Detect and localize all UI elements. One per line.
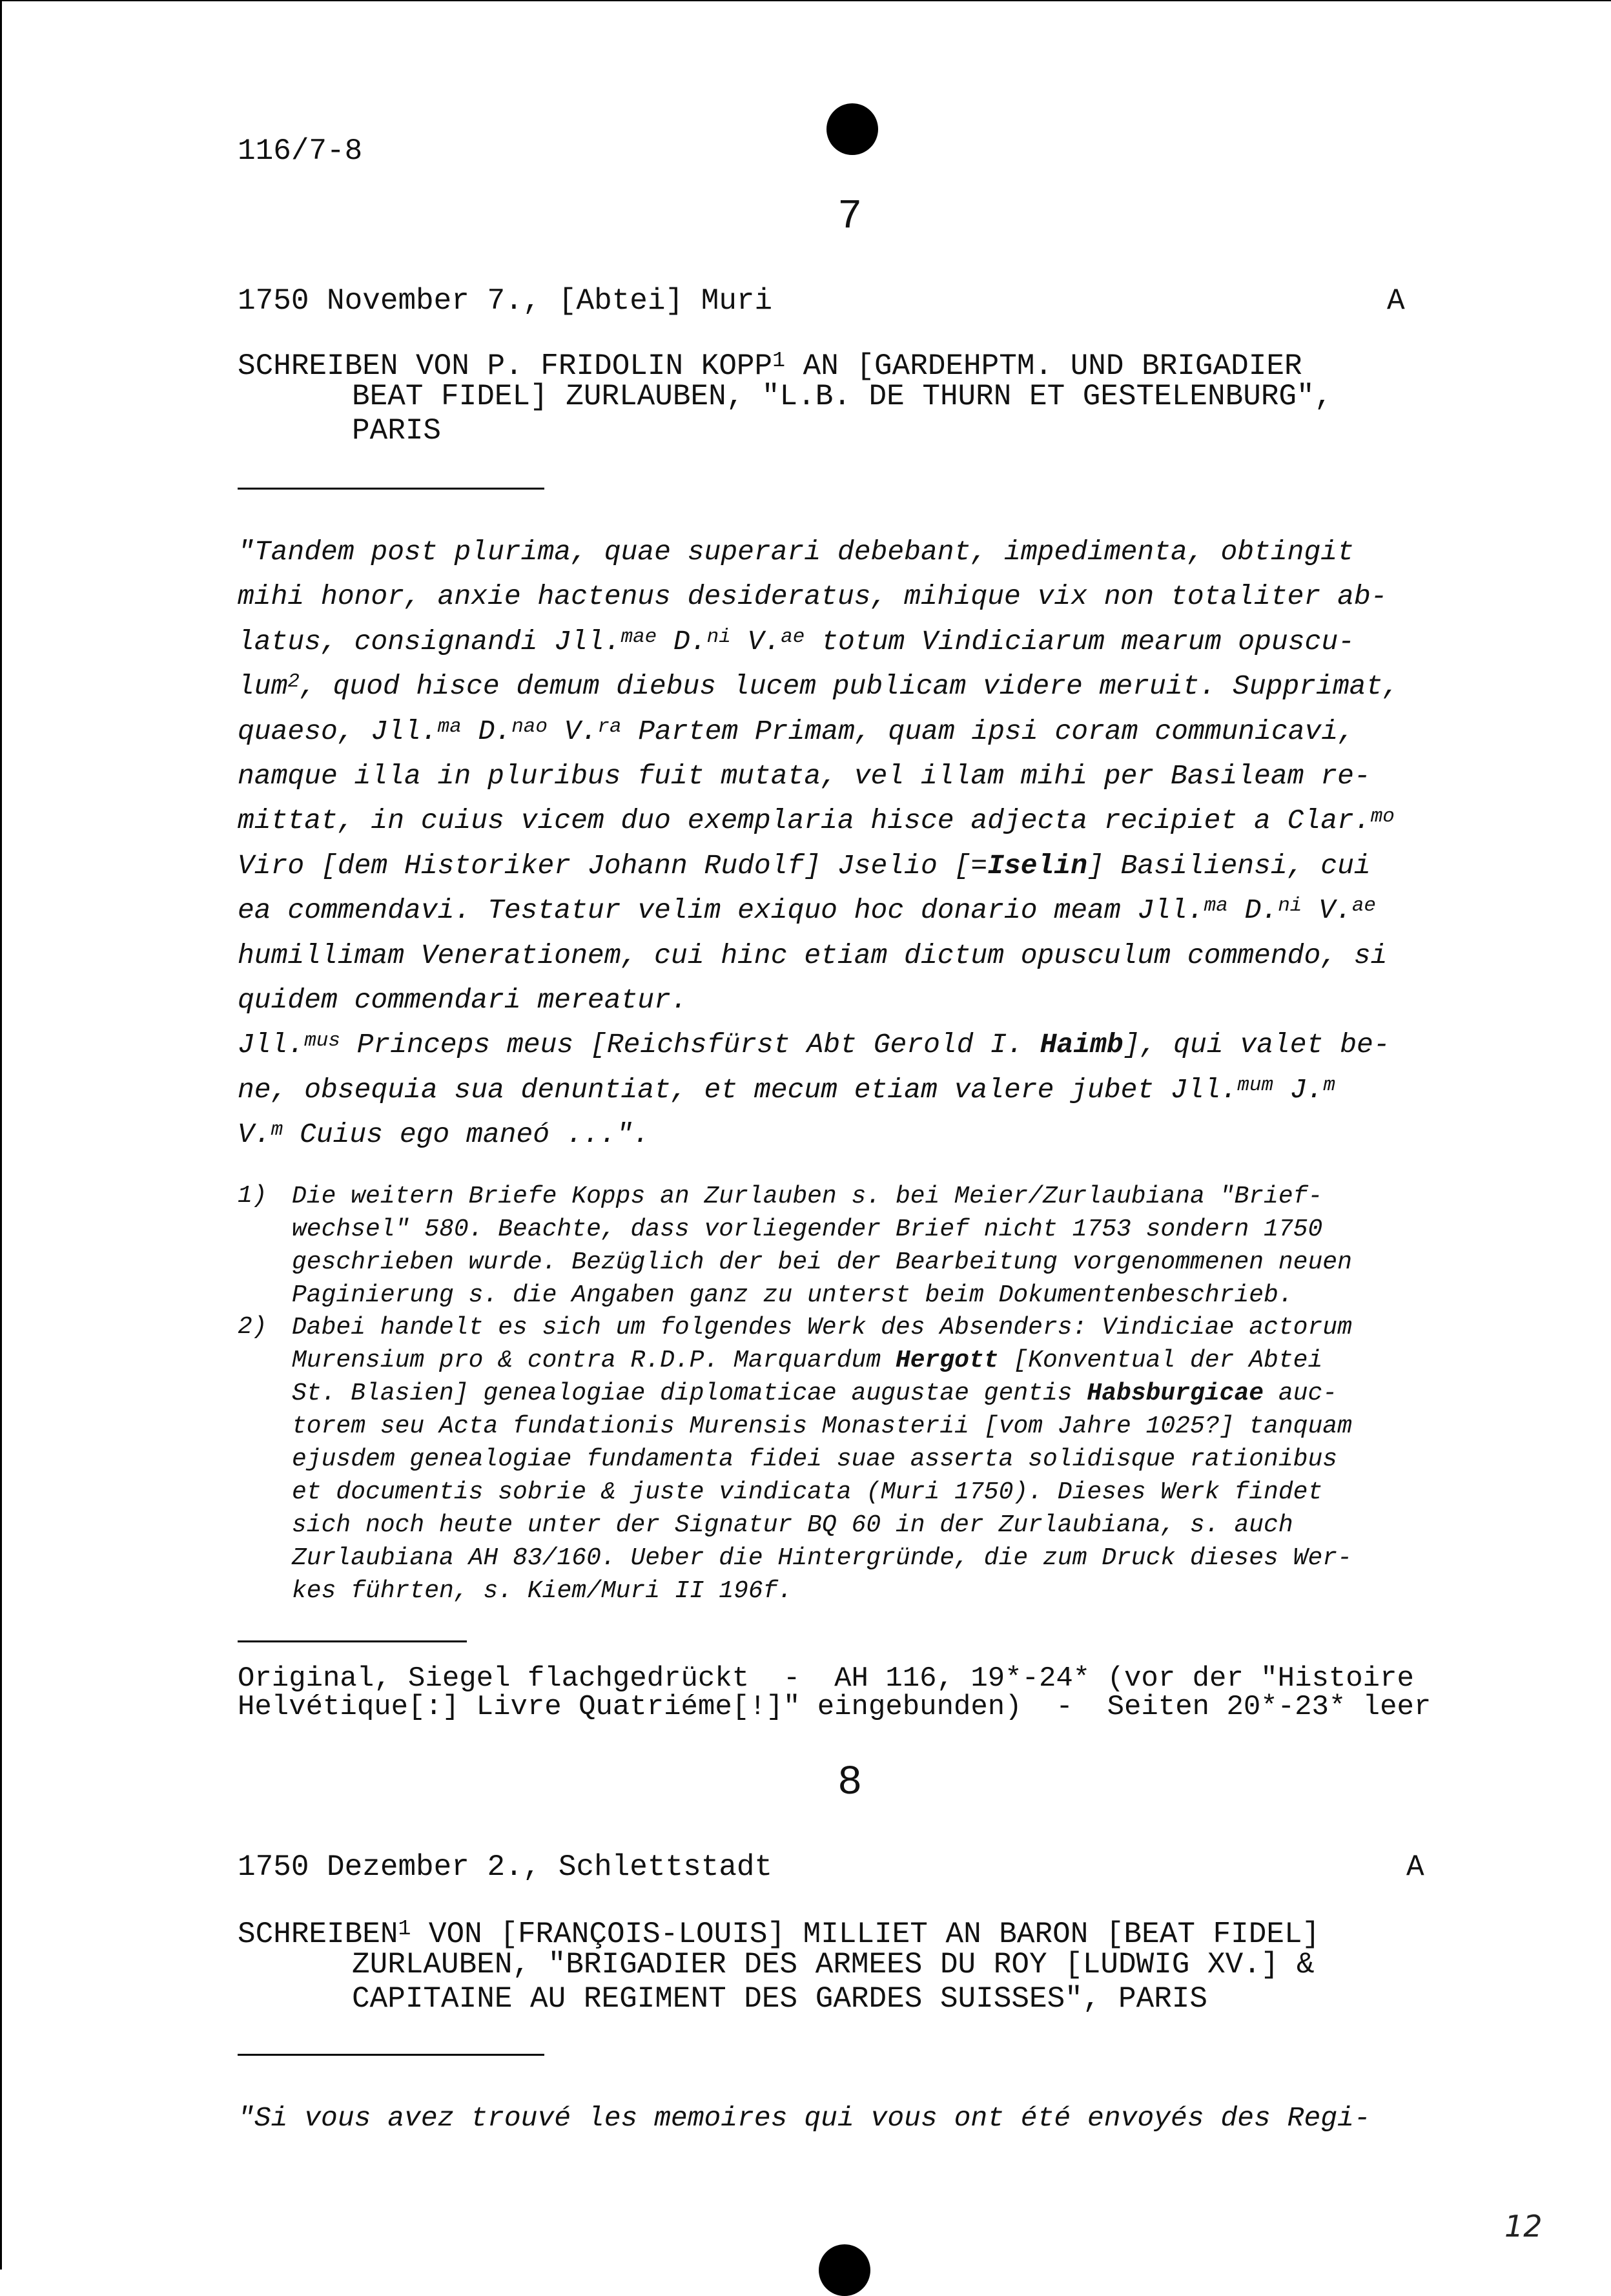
footnote-1-number: 1) — [238, 1182, 267, 1210]
doc7-date-place: 1750 November 7., [Abtei] Muri — [238, 284, 773, 318]
doc8-title-line-2: ZURLAUBEN, "BRIGADIER DES ARMEES DU ROY [LUDWIG XV.] & — [352, 1948, 1315, 1981]
footnote-2-number: 2) — [238, 1313, 267, 1341]
footnote-1: Die weitern Briefe Kopps an Zurlauben s. bei Meier/Zurlaubiana "Brief- wechsel" 580. Beachte, dass vorliegender Brief nicht 1753 sondern 1750 geschrieben wurde. Bezüglich der bei der Bearbeitung vorgenommenen neuen Paginierung s. die Angaben ganz zu unterst beim Dokumentenbeschrieb. — [292, 1183, 1352, 1309]
punch-hole-bottom — [819, 2244, 870, 2296]
footnote-2: Dabei handelt es sich um folgendes Werk des Absenders: Vindiciae actorum Murensium pro & contra R.D.P. Marquardum Hergott [Konventual der Abtei St. Blasien] genealogiae diplomaticae augustae gentis Habsburgicae auc- torem seu Acta fundationis Murensis Monasterii [vom Jahre 1025?] tanquam ejusdem genealogiae fundamenta fidei suae asserta solidisque rationibus et documentis sobrie & juste vindicata (Muri 1750). Dieses Werk findet sich noch heute unter der Signatur BQ 60 in der Zurlaubiana, s. auch Zurlaubiana AH 83/160. Ueber die Hintergründe, die zum Druck dieses Wer- kes führten, s. Kiem/Muri II 196f. — [292, 1314, 1352, 1605]
doc7-title-rule — [238, 488, 544, 490]
doc7-type: A — [1387, 284, 1405, 318]
doc8-date-place: 1750 Dezember 2., Schlettstadt — [238, 1850, 773, 1884]
doc8-title-line-1: SCHREIBEN$^1$ VON [FRANÇOIS-LOUIS] MILLIET AN BARON [BEAT FIDEL] — [238, 1916, 1320, 1951]
reference-code: 116/7-8 — [238, 134, 363, 168]
doc7-body: "Tandem post plurima, quae superari debebant, impedimenta, obtingit mihi honor, anxie hactenus desideratus, mihique vix non totaliter ab- latus, consignandi Jll.$^{mae}$ D.$^{ni}$ V.$^{ae}$ totum Vindiciarum mearum opuscu- lum$^2$, quod hisce demum diebus lucem publicam videre meruit. Supprimat, quaeso, Jll.$^{ma}$ D.$^{nao}$ V.$^{ra}$ Partem Primam, quam ipsi coram communicavi, namque illa in pluribus fuit mutata, vel illam mihi per Basileam re- mittat, in cuius vicem duo exemplaria hisce adjecta recipiet a Clar.$^{mo}$ Viro [dem Historiker Johann Rudolf] Jselio [=Iselin] Basiliensi, cui ea commendavi. Testatur velim exiquo hoc donario meam Jll.$^{ma}$ D.$^{ni}$ V.$^{ae}$ humillimam Venerationem, cui hinc etiam dictum opusculum commendo, si quidem commendari mereatur. Jll.$^{mus}$ Princeps meus [Reichsfürst Abt Gerold I. Haimb], qui valet be- ne, obsequia sua denuntiat, et mecum etiam valere jubet Jll.$^{mum}$ J.$^m$ V.$^m$ Cuius ego maneó ...". — [238, 536, 1400, 1151]
doc7-title-line-2: BEAT FIDEL] ZURLAUBEN, "L.B. DE THURN ET GESTELENBURG", — [352, 380, 1333, 413]
doc7-source-rule — [238, 1640, 467, 1642]
doc7-title-line-1: SCHREIBEN VON P. FRIDOLIN KOPP$^1$ AN [GARDEHPTM. UND BRIGADIER — [238, 348, 1302, 383]
doc7-title-line-3: PARIS — [352, 414, 442, 448]
doc8-title-rule — [238, 2054, 544, 2056]
document-number-8: 8 — [837, 1760, 863, 1806]
document-number-7: 7 — [837, 194, 863, 240]
punch-hole-top — [826, 103, 878, 155]
handwritten-page-number: 12 — [1504, 2209, 1543, 2244]
doc7-source: Original, Siegel flachgedrückt - AH 116, 19*-24* (vor der "Histoire Helvétique[:] Livre Quatriéme[!]" eingebunden) - Seiten 20*-23* leer — [238, 1662, 1431, 1723]
doc8-body: "Si vous avez trouvé les memoires qui vous ont été envoyés des Regi- — [238, 2102, 1371, 2134]
doc8-type: A — [1406, 1850, 1424, 1884]
doc8-title-line-3: CAPITAINE AU REGIMENT DES GARDES SUISSES", PARIS — [352, 1982, 1208, 2016]
